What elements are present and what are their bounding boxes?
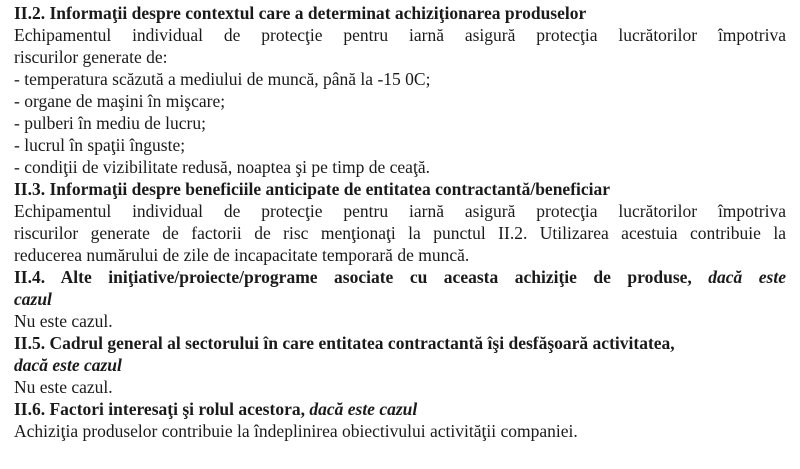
section-6-heading-qualifier: dacă este cazul: [309, 399, 418, 419]
section-3-heading: II.3. Informaţii despre beneficiile anticipate de entitatea contractantă/beneficiar: [14, 179, 611, 199]
section-3-paragraph-line-2: riscurilor generate de factorii de risc menţionaţi la punctul II.2. Utilizarea acestuia contribuie la: [14, 223, 786, 243]
section-4-heading-qualifier-end: cazul: [14, 289, 52, 309]
section-4-heading-qualifier: dacă este: [708, 267, 787, 287]
section-4-heading: [14, 266, 786, 288]
section-2-bullet: - pulberi în mediu de lucru;: [14, 113, 206, 133]
section-6-heading: [14, 398, 786, 420]
section-2-bullet: - condiţii de vizibilitate redusă, noaptea şi pe timp de ceaţă.: [14, 157, 430, 177]
document-page: [14, 2, 786, 442]
section-2-bullet: - organe de maşini în mişcare;: [14, 91, 226, 111]
section-2-paragraph-line-1: Echipamentul individual de protecţie pentru iarnă asigură protecţia lucrătorilor împotriva: [14, 25, 786, 45]
section-5-body: Nu este cazul.: [14, 377, 113, 397]
section-3-paragraph-line-3: reducerea numărului de zile de incapacitate temporară de muncă.: [14, 245, 470, 265]
section-5-heading-qualifier: dacă este cazul: [14, 355, 122, 375]
section-5-heading: II.5. Cadrul general al sectorului în care entitatea contractantă îşi desfăşoară activitatea,: [14, 333, 675, 353]
section-6-heading-main: II.6. Factori interesaţi şi rolul acestora,: [14, 399, 305, 419]
section-4-heading-continued: [14, 288, 786, 310]
section-5-heading-continued: [14, 354, 786, 376]
section-2-bullet: - lucrul în spaţii înguste;: [14, 135, 186, 155]
section-4-body: Nu este cazul.: [14, 311, 113, 331]
section-2-heading: II.2. Informaţii despre contextul care a determinat achiziţionarea produselor: [14, 3, 587, 23]
section-3-paragraph-line-1: Echipamentul individual de protecţie pentru iarnă asigură protecţia lucrătorilor împotriva: [14, 201, 786, 221]
section-6-body: Achiziţia produselor contribuie la îndeplinirea obiectivului activităţii companiei.: [14, 421, 578, 441]
section-2-paragraph-line-2: riscurilor generate de:: [14, 47, 168, 67]
section-2-bullet: - temperatura scăzută a mediului de muncă, până la -15 0C;: [14, 69, 431, 89]
section-4-heading-main: II.4. Alte iniţiative/proiecte/programe asociate cu aceasta achiziţie de produse,: [14, 267, 692, 287]
